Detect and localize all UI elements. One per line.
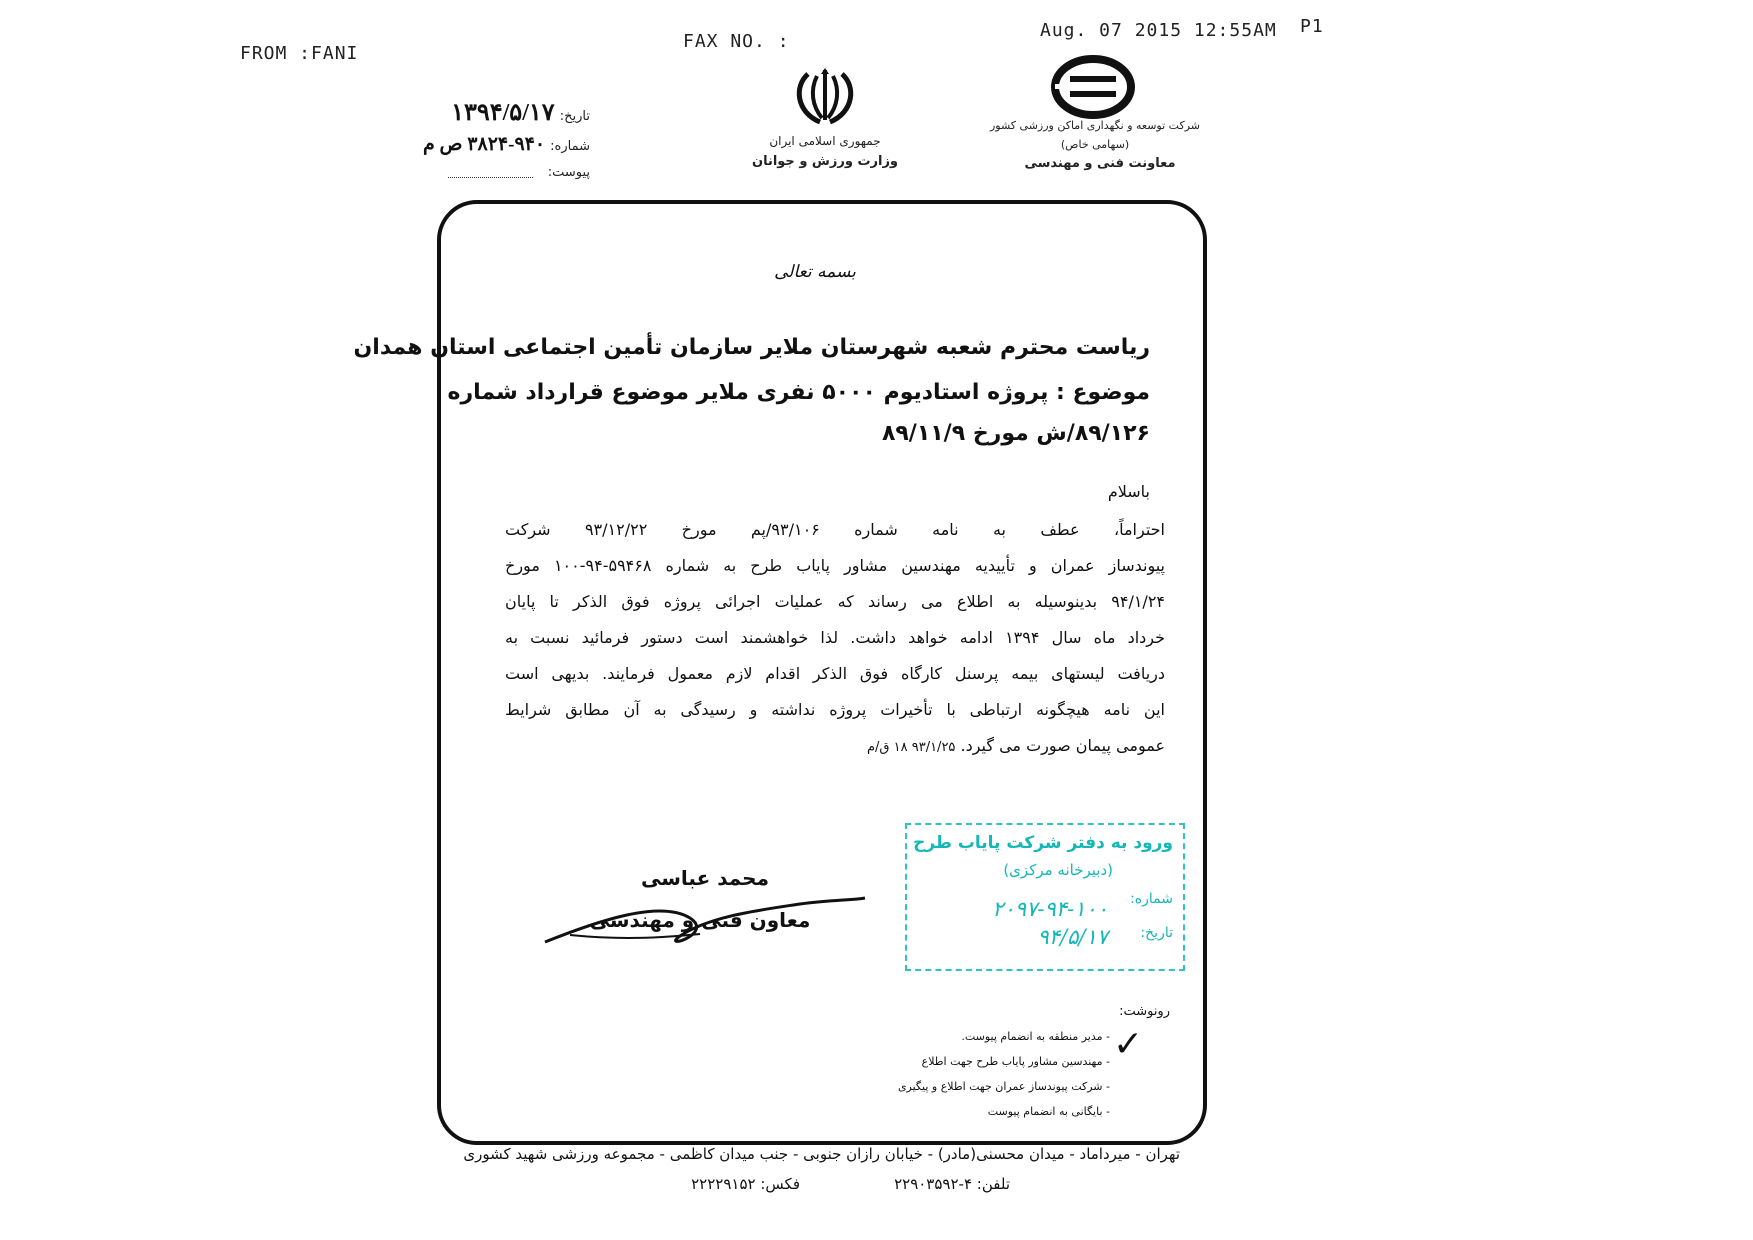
body-line: پیوندساز عمران و تأییدیه مهندسین مشاور پایاب طرح به شماره ۵۹۴۶۸-۹۴-۱۰۰ مورخ <box>505 556 1166 575</box>
stamp-subtitle: (دبیرخانه مرکزی) <box>1003 861 1113 879</box>
body-line: احتراماً، عطف به نامه شماره ۹۳/۱۰۶/پم مورخ ۹۳/۱۲/۲۲ شرکت <box>505 520 1165 539</box>
received-stamp <box>905 823 1185 971</box>
body-line: ۹۴/۱/۲۴ بدینوسیله به اطلاع می رساند که عملیات اجرائی پروژه فوق الذکر تا پایان <box>505 592 1165 611</box>
cc-item-text: مدیر منطقه به انضمام پیوست. <box>961 1030 1103 1043</box>
cc-label: رونوشت: <box>1119 1004 1170 1019</box>
letter-date <box>395 98 590 127</box>
cc-item-text: مهندسین مشاور پایاب طرح جهت اطلاع <box>921 1055 1103 1068</box>
attachment-line <box>448 177 533 178</box>
subject-line1: موضوع : پروژه استادیوم ۵۰۰۰ نفری ملایر موضوع قرارداد شماره <box>447 380 1150 405</box>
phone-value: ۴-۲۲۹۰۳۵۹۲ <box>894 1175 973 1193</box>
footer-phone <box>860 1175 1010 1193</box>
cc-item: - شرکت پیوندساز عمران جهت اطلاع و پیگیری <box>897 1080 1110 1093</box>
body-line: خرداد ماه سال ۱۳۹۴ ادامه خواهد داشت. لذا خواهشمند است دستور فرمائید نسبت به <box>505 628 1165 647</box>
attachment-label: پیوست: <box>547 165 590 180</box>
footer-address: تهران - میرداماد - میدان محسنی(مادر) - خیابان رازان جنوبی - جنب میدان کاظمی - مجموعه ورزشی شهید کشوری <box>463 1145 1180 1163</box>
fax-datetime: Aug. 07 2015 12:55AM <box>1040 20 1277 41</box>
recipient: ریاست محترم شعبه شهرستان ملایر سازمان تأمین اجتماعی استان همدان <box>353 335 1150 360</box>
body-line: دریافت لیستهای بیمه پرسنل کارگاه فوق الذکر اقدام لازم معمول فرمایند. بدیهی است <box>505 664 1165 683</box>
stamp-number-value: ۲۰۹۷-۹۴-۱۰۰ <box>992 897 1108 921</box>
phone-label: تلفن: <box>976 1175 1010 1193</box>
date-value: ۱۳۹۴/۵/۱۷ <box>451 100 555 126</box>
date-label: تاریخ: <box>559 109 590 124</box>
fax-value: ۲۲۲۲۹۱۵۲ <box>691 1175 756 1193</box>
greeting: باسلام <box>1107 482 1150 501</box>
fax-from: FROM :FANI <box>240 43 359 64</box>
body-note: ۹۳/۱/۲۵ ۱۸ ق/م <box>866 740 956 755</box>
stamp-title: ورود به دفتر شرکت پایاب طرح <box>913 833 1173 853</box>
company-line2: (سهامی خاص) <box>1060 138 1130 151</box>
signer-name: محمد عباسی <box>641 866 769 890</box>
company-line1: شرکت توسعه و نگهداری اماکن ورزشی کشور <box>989 119 1200 132</box>
subject-line2: ۸۹/۱۲۶/ش مورخ ۸۹/۱۱/۹ <box>881 421 1150 446</box>
number-label: شماره: <box>550 139 590 154</box>
salutation: بسمه تعالی <box>774 262 856 282</box>
number-value: ۹۴۰-۳۸۲۴ ص م <box>423 134 546 155</box>
cc-item: - مدیر منطقه به انضمام پیوست. <box>961 1030 1110 1043</box>
cc-item-text: شرکت پیوندساز عمران جهت اطلاع و پیگیری <box>897 1080 1103 1093</box>
cc-item-text: بایگانی به انضمام پیوست <box>987 1105 1103 1118</box>
checkmark-icon: ✓ <box>1113 1024 1144 1065</box>
gov-line1: جمهوری اسلامی ایران <box>769 134 881 148</box>
cc-item: - مهندسین مشاور پایاب طرح جهت اطلاع <box>921 1055 1110 1068</box>
body-line: عمومی پیمان صورت می گیرد. <box>960 736 1165 755</box>
letter-number <box>410 133 590 156</box>
body-line: این نامه هیچگونه ارتباطی با تأخیرات پروژه نداشته و رسیدگی به آن مطابق شرایط <box>505 700 1165 719</box>
letter-body <box>505 520 1165 772</box>
fax-label: فکس: <box>760 1175 800 1193</box>
fax-page: P1 <box>1300 16 1324 37</box>
gov-line2: وزارت ورزش و جوانان <box>751 154 899 169</box>
company-logo-icon <box>1050 54 1136 120</box>
cc-item: - بایگانی به انضمام پیوست <box>987 1105 1110 1118</box>
stamp-number-label: شماره: <box>1130 891 1173 907</box>
company-line3: معاونت فنی و مهندسی <box>1024 156 1176 171</box>
footer-fax <box>660 1175 800 1193</box>
stamp-date-value: ۹۴/۵/۱۷ <box>1037 925 1108 949</box>
cc-list <box>830 1030 1110 1130</box>
iran-emblem-icon <box>790 66 860 130</box>
signer-title: معاون فنی و مهندسی <box>589 908 811 932</box>
stamp-date-label: تاریخ: <box>1140 925 1173 941</box>
fax-number: FAX NO. : <box>683 31 790 52</box>
